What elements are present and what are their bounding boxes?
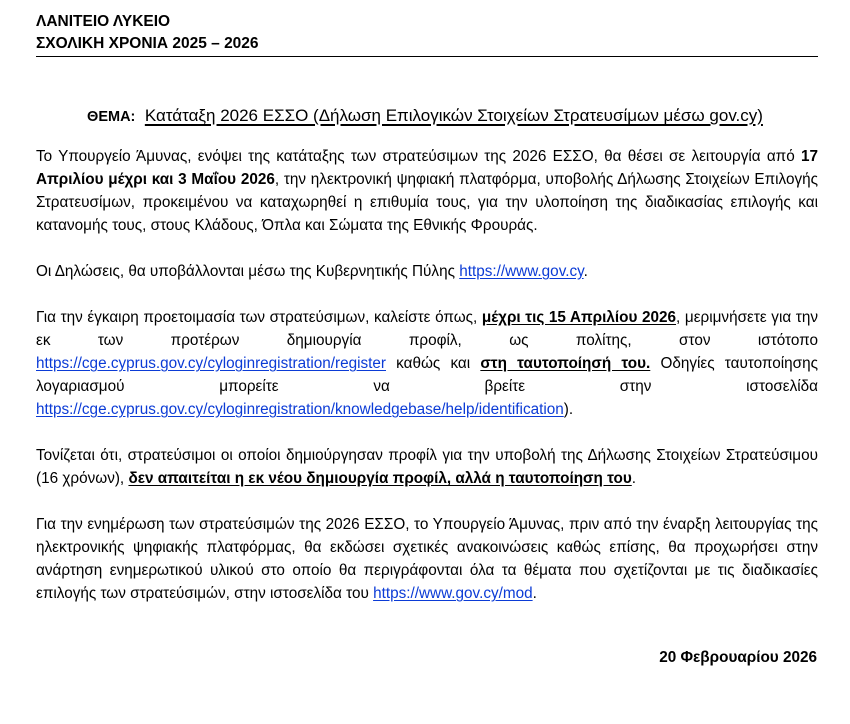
p1-text-1: Το Υπουργείο Άμυνας, ενόψει της κατάταξης των στρατεύσιμων της 2026 ΕΣΣΟ, θα θέσει σε λειτουργία από	[36, 148, 801, 165]
register-link[interactable]: https://cge.cyprus.gov.cy/cyloginregistration/register	[36, 355, 386, 372]
school-name: ΛΑΝΙΤΕΙΟ ΛΥΚΕΙΟ	[36, 13, 171, 30]
p3-bold-identification: στη ταυτοποίησή του.	[480, 355, 651, 372]
p1-bold-dates: 17 Απριλίου μέχρι και 3 Μαΐου 2026	[36, 148, 818, 188]
p3-text-3: καθώς και	[386, 355, 481, 372]
subject-line	[0, 104, 850, 129]
p5-text-2: .	[532, 585, 537, 602]
p3-text-1: Για την έγκαιρη προετοιμασία των στρατεύσιμων, καλείστε όπως,	[36, 309, 482, 326]
p2-text-2: .	[583, 263, 588, 280]
p4-text-1: Τονίζεται ότι, στρατεύσιμοι οι οποίοι δημιούργησαν προφίλ για την υποβολή της Δήλωσης Στοιχείων Στρατεύσιμου (16 χρόνων),	[36, 447, 818, 487]
document-date: 20 Φεβρουαρίου 2026	[659, 649, 817, 666]
subject-title: Κατάταξη 2026 ΕΣΣΟ (Δήλωση Επιλογικών Στοιχείων Στρατευσίμων μέσω gov.cy)	[144, 106, 763, 125]
p3-text-4: Οδηγίες ταυτοποίησης λογαριασμού μπορείτε να βρείτε στην ιστοσελίδα	[36, 355, 818, 395]
mod-link[interactable]: https://www.gov.cy/mod	[373, 585, 533, 602]
identification-help-link[interactable]: https://cge.cyprus.gov.cy/cyloginregistration/knowledgebase/help/identification	[36, 401, 564, 418]
p4-text-2: .	[631, 470, 637, 487]
p3-bold-deadline: μέχρι τις 15 Απριλίου 2026	[481, 309, 677, 326]
school-year: ΣΧΟΛΙΚΗ ΧΡΟΝΙΑ 2025 – 2026	[36, 35, 259, 52]
paragraph-period	[36, 145, 818, 237]
p4-bold-no-new-profile: δεν απαιτείται η εκ νέου δημιουργία προφίλ, αλλά η ταυτοποίηση του	[128, 470, 632, 487]
paragraph-existing-profile	[36, 444, 818, 490]
paragraph-preparation	[36, 306, 818, 421]
p3-text-5: ).	[563, 401, 574, 418]
p5-text-1: Για την ενημέρωση των στρατεύσιμών της 2026 ΕΣΣΟ, το Υπουργείο Άμυνας, πριν από την έναρξη λειτουργίας της ηλεκτρονικής ψηφιακής πλατφόρμας, θα εκδώσει σχετικές ανακοινώσεις καθώς επίσης, θα προχωρήσει στην ανάρτηση ενημερωτικού υλικού στο οποίο θα περιγράφονται όλα τα θέματα που σχετίζονται με τις διαδικασίες επιλογής των στρατεύσιμών, στην ιστοσελίδα του	[36, 516, 818, 602]
p1-text-2: , την ηλεκτρονική ψηφιακή πλατφόρμα, υποβολής Δήλωσης Στοιχείων Επιλογής Στρατευσίμων, προκειμένου να καταχωρηθεί η επιθυμία τους, για την υλοποίηση της διαδικασίας επιλογής και κατανομής τους, στους Κλάδους, Όπλα και Σώματα της Εθνικής Φρουράς.	[36, 171, 818, 234]
paragraph-information	[36, 513, 818, 605]
gov-cy-link[interactable]: https://www.gov.cy	[459, 263, 584, 280]
paragraph-submission	[36, 260, 818, 283]
p2-text-1: Οι Δηλώσεις, θα υποβάλλονται μέσω της Κυβερνητικής Πύλης	[36, 263, 460, 280]
document-header	[36, 11, 818, 57]
p3-text-2: , μεριμνήσετε για την εκ των προτέρων δημιουργία προφίλ, ως πολίτης, στον ιστότοπο	[36, 309, 818, 349]
subject-label: ΘΕΜΑ:	[87, 109, 136, 125]
